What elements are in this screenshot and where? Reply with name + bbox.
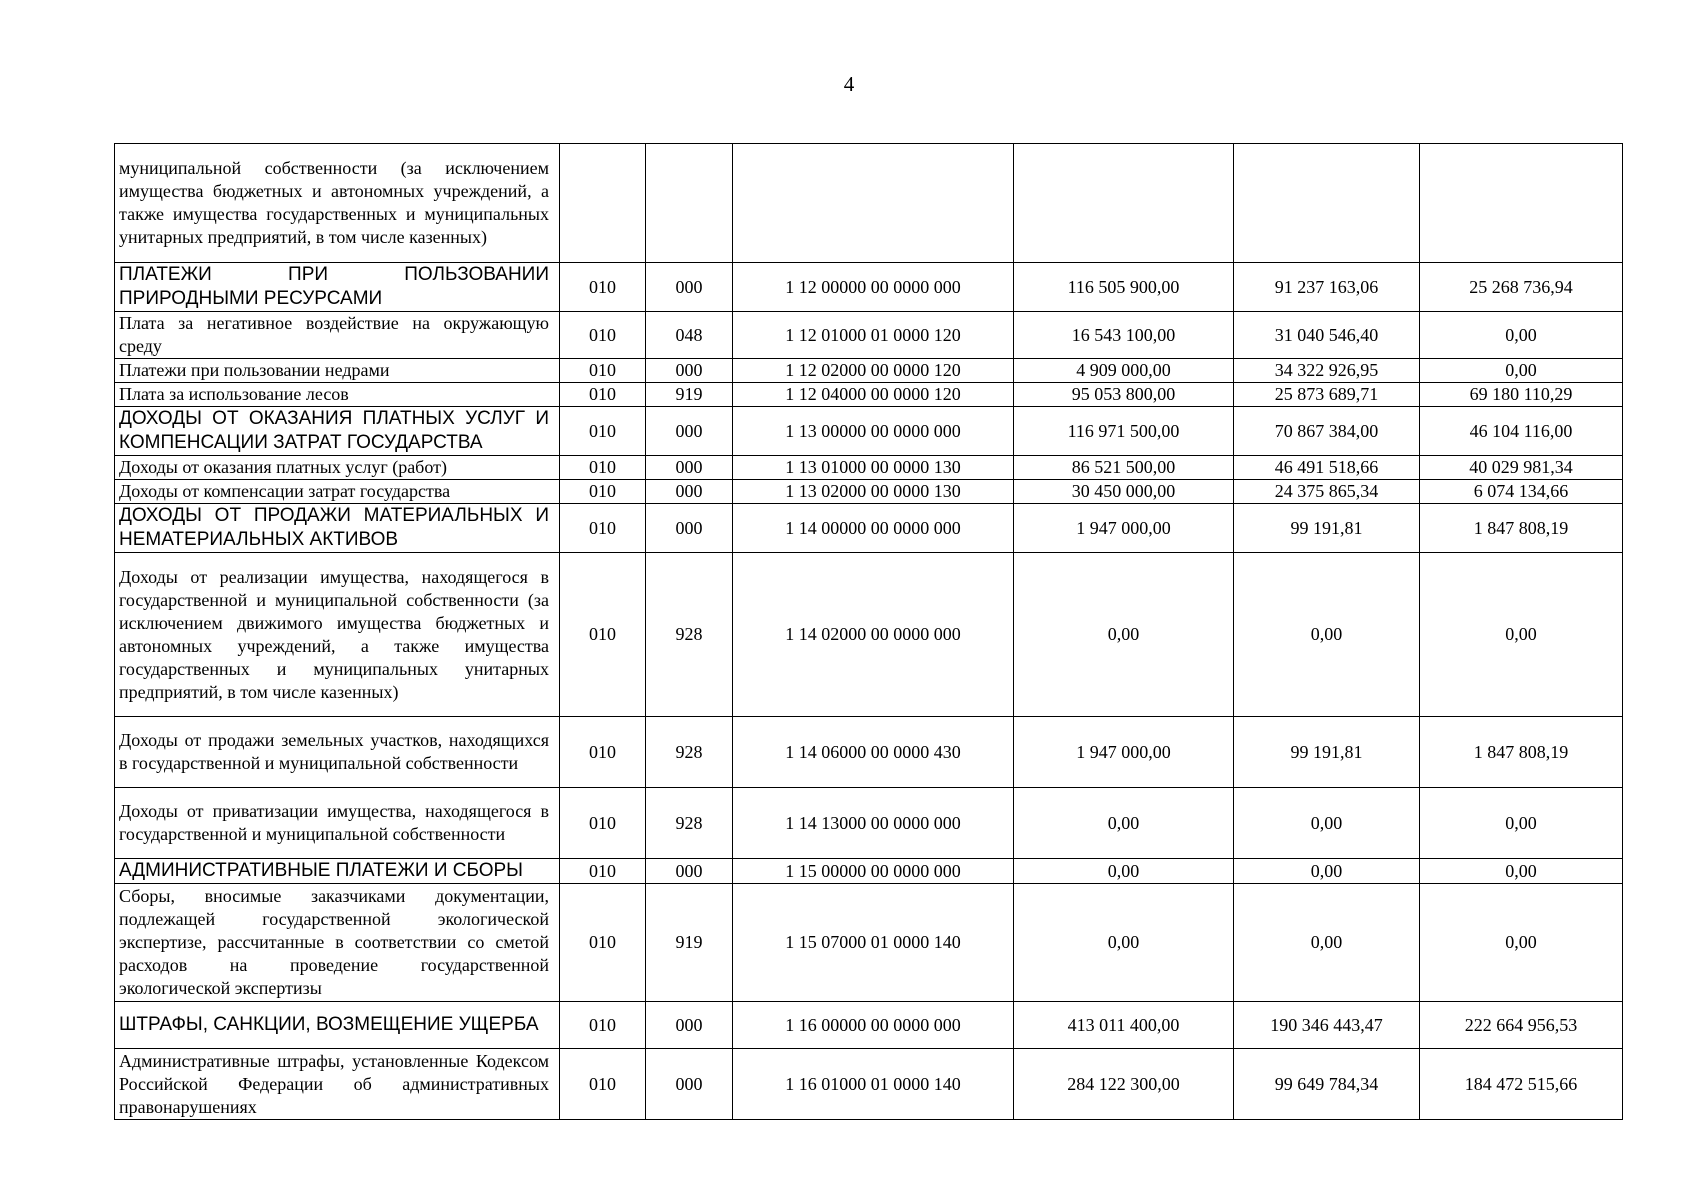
- admin-code: 010: [560, 1049, 646, 1120]
- budget-classification-code: 1 12 04000 00 0000 120: [733, 383, 1014, 407]
- executed-amount: 46 491 518,66: [1234, 456, 1420, 480]
- row-name: Платежи при пользовании недрами: [115, 359, 560, 383]
- approved-amount: 16 543 100,00: [1014, 312, 1234, 359]
- executed-amount: 99 649 784,34: [1234, 1049, 1420, 1120]
- table-row: [115, 884, 1623, 1002]
- admin-subcode: 928: [646, 717, 733, 788]
- executed-amount: 99 191,81: [1234, 717, 1420, 788]
- admin-subcode: 928: [646, 553, 733, 717]
- admin-code: 010: [560, 553, 646, 717]
- admin-code: 010: [560, 1002, 646, 1049]
- table-row: [115, 788, 1623, 859]
- admin-code: [560, 144, 646, 263]
- admin-subcode: 000: [646, 1049, 733, 1120]
- budget-classification-code: 1 14 06000 00 0000 430: [733, 717, 1014, 788]
- approved-amount: 86 521 500,00: [1014, 456, 1234, 480]
- remaining-amount: 0,00: [1420, 359, 1623, 383]
- executed-amount: 190 346 443,47: [1234, 1002, 1420, 1049]
- budget-classification-code: 1 13 02000 00 0000 130: [733, 480, 1014, 504]
- executed-amount: 99 191,81: [1234, 504, 1420, 553]
- admin-code: 010: [560, 359, 646, 383]
- admin-code: 010: [560, 407, 646, 456]
- row-name: Плата за негативное воздействие на окружающую среду: [115, 312, 560, 359]
- remaining-amount: 184 472 515,66: [1420, 1049, 1623, 1120]
- table-row: [115, 1049, 1623, 1120]
- admin-subcode: 000: [646, 456, 733, 480]
- remaining-amount: 222 664 956,53: [1420, 1002, 1623, 1049]
- row-name: Доходы от продажи земельных участков, находящихся в государственной и муниципальной собственности: [115, 717, 560, 788]
- budget-classification-code: 1 13 01000 00 0000 130: [733, 456, 1014, 480]
- remaining-amount: 0,00: [1420, 788, 1623, 859]
- approved-amount: 95 053 800,00: [1014, 383, 1234, 407]
- approved-amount: 413 011 400,00: [1014, 1002, 1234, 1049]
- admin-subcode: 919: [646, 383, 733, 407]
- row-name: муниципальной собственности (за исключением имущества бюджетных и автономных учреждений, а также имущества государственных и муниципальных унитарных предприятий, в том числе казенных): [115, 144, 560, 263]
- approved-amount: 0,00: [1014, 553, 1234, 717]
- budget-classification-code: [733, 144, 1014, 263]
- budget-classification-code: 1 15 07000 01 0000 140: [733, 884, 1014, 1002]
- remaining-amount: 1 847 808,19: [1420, 717, 1623, 788]
- admin-subcode: 000: [646, 1002, 733, 1049]
- executed-amount: 24 375 865,34: [1234, 480, 1420, 504]
- admin-code: 010: [560, 504, 646, 553]
- table-row: [115, 553, 1623, 717]
- executed-amount: 0,00: [1234, 859, 1420, 884]
- executed-amount: 31 040 546,40: [1234, 312, 1420, 359]
- admin-subcode: [646, 144, 733, 263]
- executed-amount: 25 873 689,71: [1234, 383, 1420, 407]
- table-row: [115, 504, 1623, 553]
- table-row: [115, 312, 1623, 359]
- table-row: [115, 263, 1623, 312]
- revenue-table-body: [115, 144, 1623, 1120]
- table-row: [115, 144, 1623, 263]
- budget-classification-code: 1 16 00000 00 0000 000: [733, 1002, 1014, 1049]
- executed-amount: 0,00: [1234, 788, 1420, 859]
- row-name: Доходы от компенсации затрат государства: [115, 480, 560, 504]
- budget-classification-code: 1 14 02000 00 0000 000: [733, 553, 1014, 717]
- approved-amount: 116 971 500,00: [1014, 407, 1234, 456]
- remaining-amount: 0,00: [1420, 312, 1623, 359]
- admin-code: 010: [560, 788, 646, 859]
- approved-amount: 0,00: [1014, 859, 1234, 884]
- admin-subcode: 928: [646, 788, 733, 859]
- executed-amount: [1234, 144, 1420, 263]
- remaining-amount: 1 847 808,19: [1420, 504, 1623, 553]
- admin-code: 010: [560, 859, 646, 884]
- row-name: Доходы от оказания платных услуг (работ): [115, 456, 560, 480]
- admin-code: 010: [560, 383, 646, 407]
- remaining-amount: 0,00: [1420, 884, 1623, 1002]
- row-name: АДМИНИСТРАТИВНЫЕ ПЛАТЕЖИ И СБОРЫ: [115, 859, 560, 884]
- admin-subcode: 000: [646, 359, 733, 383]
- approved-amount: 1 947 000,00: [1014, 717, 1234, 788]
- table-row: [115, 1002, 1623, 1049]
- approved-amount: 116 505 900,00: [1014, 263, 1234, 312]
- approved-amount: 30 450 000,00: [1014, 480, 1234, 504]
- budget-classification-code: 1 12 02000 00 0000 120: [733, 359, 1014, 383]
- approved-amount: 1 947 000,00: [1014, 504, 1234, 553]
- admin-code: 010: [560, 263, 646, 312]
- approved-amount: [1014, 144, 1234, 263]
- row-name: Административные штрафы, установленные Кодексом Российской Федерации об административных правонарушениях: [115, 1049, 560, 1120]
- approved-amount: 0,00: [1014, 884, 1234, 1002]
- budget-classification-code: 1 14 13000 00 0000 000: [733, 788, 1014, 859]
- row-name: Плата за использование лесов: [115, 383, 560, 407]
- executed-amount: 34 322 926,95: [1234, 359, 1420, 383]
- remaining-amount: 0,00: [1420, 859, 1623, 884]
- admin-code: 010: [560, 717, 646, 788]
- budget-classification-code: 1 13 00000 00 0000 000: [733, 407, 1014, 456]
- admin-subcode: 000: [646, 407, 733, 456]
- remaining-amount: [1420, 144, 1623, 263]
- approved-amount: 4 909 000,00: [1014, 359, 1234, 383]
- approved-amount: 284 122 300,00: [1014, 1049, 1234, 1120]
- remaining-amount: 0,00: [1420, 553, 1623, 717]
- remaining-amount: 25 268 736,94: [1420, 263, 1623, 312]
- remaining-amount: 40 029 981,34: [1420, 456, 1623, 480]
- table-row: [115, 717, 1623, 788]
- approved-amount: 0,00: [1014, 788, 1234, 859]
- page-number: 4: [843, 72, 855, 96]
- remaining-amount: 6 074 134,66: [1420, 480, 1623, 504]
- row-name: ДОХОДЫ ОТ ПРОДАЖИ МАТЕРИАЛЬНЫХ И НЕМАТЕРИАЛЬНЫХ АКТИВОВ: [115, 504, 560, 553]
- row-name: ДОХОДЫ ОТ ОКАЗАНИЯ ПЛАТНЫХ УСЛУГ И КОМПЕНСАЦИИ ЗАТРАТ ГОСУДАРСТВА: [115, 407, 560, 456]
- table-row: [115, 407, 1623, 456]
- budget-classification-code: 1 14 00000 00 0000 000: [733, 504, 1014, 553]
- remaining-amount: 46 104 116,00: [1420, 407, 1623, 456]
- budget-classification-code: 1 12 00000 00 0000 000: [733, 263, 1014, 312]
- admin-subcode: 000: [646, 859, 733, 884]
- admin-code: 010: [560, 480, 646, 504]
- executed-amount: 0,00: [1234, 553, 1420, 717]
- admin-subcode: 000: [646, 480, 733, 504]
- budget-classification-code: 1 15 00000 00 0000 000: [733, 859, 1014, 884]
- admin-subcode: 048: [646, 312, 733, 359]
- budget-classification-code: 1 16 01000 01 0000 140: [733, 1049, 1014, 1120]
- table-row: [115, 383, 1623, 407]
- table-row: [115, 456, 1623, 480]
- row-name: Доходы от приватизации имущества, находящегося в государственной и муниципальной собственности: [115, 788, 560, 859]
- row-name: Сборы, вносимые заказчиками документации, подлежащей государственной экологической экспертизе, рассчитанные в соответствии со сметой расходов на проведение государственной экологической экспертизы: [115, 884, 560, 1002]
- table-row: [115, 480, 1623, 504]
- executed-amount: 91 237 163,06: [1234, 263, 1420, 312]
- table-row: [115, 859, 1623, 884]
- table-row: [115, 359, 1623, 383]
- admin-code: 010: [560, 312, 646, 359]
- admin-subcode: 000: [646, 263, 733, 312]
- admin-subcode: 000: [646, 504, 733, 553]
- row-name: ПЛАТЕЖИ ПРИ ПОЛЬЗОВАНИИ ПРИРОДНЫМИ РЕСУРСАМИ: [115, 263, 560, 312]
- admin-subcode: 919: [646, 884, 733, 1002]
- revenue-table: [114, 143, 1623, 1120]
- executed-amount: 0,00: [1234, 884, 1420, 1002]
- executed-amount: 70 867 384,00: [1234, 407, 1420, 456]
- budget-classification-code: 1 12 01000 01 0000 120: [733, 312, 1014, 359]
- row-name: ШТРАФЫ, САНКЦИИ, ВОЗМЕЩЕНИЕ УЩЕРБА: [115, 1002, 560, 1049]
- admin-code: 010: [560, 456, 646, 480]
- remaining-amount: 69 180 110,29: [1420, 383, 1623, 407]
- admin-code: 010: [560, 884, 646, 1002]
- row-name: Доходы от реализации имущества, находящегося в государственной и муниципальной собственности (за исключением движимого имущества бюджетных и автономных учреждений, а также имущества государственных и муниципальных унитарных предприятий, в том числе казенных): [115, 553, 560, 717]
